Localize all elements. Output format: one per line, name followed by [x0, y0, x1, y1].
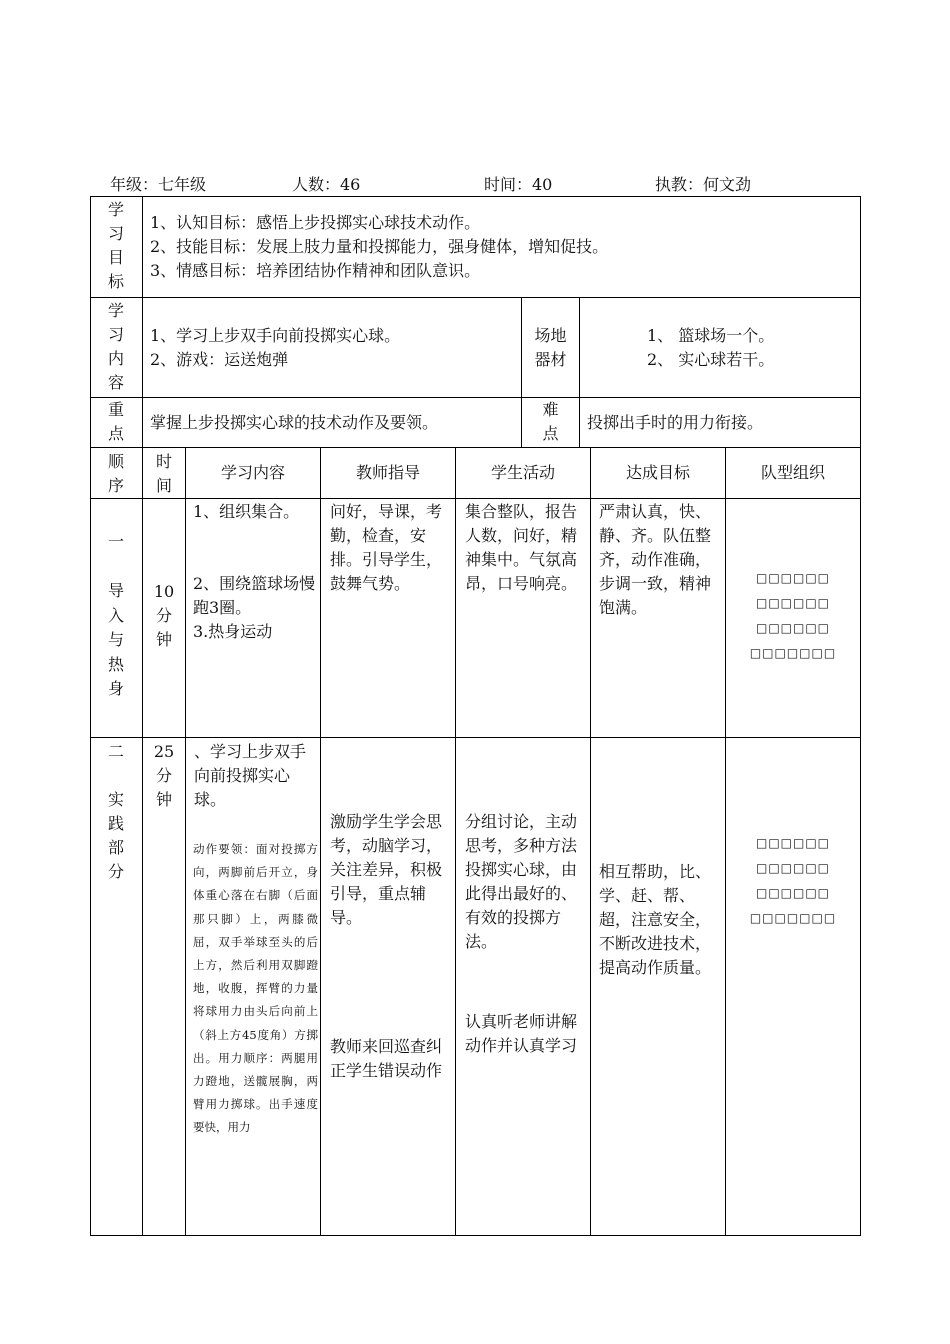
objective-item: 2、技能目标：发展上肢力量和投掷能力，强身健体，增知促技。 [150, 237, 609, 256]
content-item: 2、游戏：运送炮弹 [150, 350, 289, 369]
col-divider [579, 297, 580, 448]
row1-content-line: 3.热身运动 [193, 622, 273, 641]
row-divider [90, 447, 861, 448]
row1-order-text: 一 导 入 与 热 身 [107, 532, 124, 698]
formation-line: □□□□□□ [755, 571, 831, 585]
difficulty-label [522, 398, 579, 446]
objectives-list [150, 211, 850, 283]
formation-line: □□□□□□□ [749, 911, 837, 925]
content-list [150, 324, 515, 372]
row1-content [193, 500, 318, 644]
row2-content-detail: 动作要领：面对投掷方向，两脚前后开立，身体重心落在右脚（后面那只脚）上，两膝微屈，双手举球至头的后上方，然后利用双脚蹬地，收腹，挥臂的力量将球用力由头后向前上（斜上方45度角）方掷出。用力顺序：两腿用力蹬地，送髋展胸，两臂用力掷球。出手速度要快，用力 [193, 842, 318, 1135]
row1-content-line: 1、组织集合。 [193, 502, 300, 521]
row1-order [92, 530, 140, 702]
col-header-content: 学习内容 [220, 463, 285, 482]
lesson-header [110, 172, 870, 196]
key-label-text: 重 点 [107, 400, 124, 443]
key-text: 掌握上步投掷实心球的技术动作及要领。 [150, 413, 439, 432]
content-label [92, 299, 140, 395]
difficulty-label-text: 难 点 [542, 400, 559, 443]
objective-item: 1、认知目标：感悟上步投掷实心球技术动作。 [150, 213, 481, 232]
row2-order [92, 740, 140, 884]
objective-item: 3、情感目标：培养团结协作精神和团队意识。 [150, 261, 481, 280]
row2-time [143, 740, 185, 812]
venue-item: 2、 实心球若干。 [647, 350, 775, 369]
content-label-text: 学 习 内 容 [107, 301, 124, 392]
venue-label-text: 场地 器材 [534, 326, 567, 369]
difficulty-text: 投掷出手时的用力衔接。 [587, 413, 764, 432]
row2-student: 分组讨论，主动思考，多种方法投掷实心球，由此得出最好的、有效的投掷方法。 [465, 812, 578, 951]
row-divider [90, 397, 861, 398]
col-header-goal: 达成目标 [625, 463, 690, 482]
formation-line: □□□□□□ [755, 596, 831, 610]
objectives-label [92, 198, 140, 294]
col-divider [142, 196, 143, 448]
row2-student-2: 认真听老师讲解动作并认真学习 [465, 1012, 578, 1055]
formation-line: □□□□□□□ [749, 646, 837, 660]
table-border [90, 1235, 861, 1236]
row2-teacher-2: 教师来回巡查纠正学生错误动作 [330, 1037, 443, 1080]
row2-content-title: 、学习上步双手向前投掷实心球。 [194, 742, 307, 809]
row2-teacher: 激励学生学会思考，动脑学习，关注差异，积极引导，重点辅导。 [330, 812, 443, 927]
row2-order-text: 二 实 践 部 分 [107, 742, 124, 881]
table-border [860, 196, 861, 1236]
row1-formation [726, 566, 860, 666]
key-label [92, 398, 140, 446]
row1-time-text: 10 分 钟 [153, 582, 175, 649]
row1-content-line: 2、围绕篮球场慢跑3圈。 [193, 574, 316, 617]
col-header-formation: 队型组织 [760, 463, 825, 482]
row-divider [90, 498, 861, 499]
teacher-name: 执教：何文劲 [655, 175, 752, 194]
table-border [90, 196, 861, 197]
row1-time [143, 580, 185, 652]
col-divider [185, 447, 186, 1236]
row-divider [90, 737, 861, 738]
formation-line: □□□□□□ [755, 886, 831, 900]
row2-goal: 相互帮助，比、学、赶、帮、超，注意安全，不断改进技术，提高动作质量。 [599, 862, 712, 977]
col-header-order-text: 顺 序 [107, 452, 124, 495]
col-divider [142, 447, 143, 1236]
grade-label: 年级：七年级 [110, 175, 207, 194]
table-border [90, 196, 91, 1236]
col-header-time [143, 450, 185, 498]
objectives-label-text: 学 习 目 标 [107, 200, 124, 291]
venue-list [647, 324, 847, 372]
col-header-time-text: 时 间 [155, 452, 172, 495]
formation-line: □□□□□□ [755, 621, 831, 635]
row2-time-text: 25 分 钟 [153, 742, 175, 809]
venue-label [522, 324, 579, 372]
row1-teacher: 问好，导课，考勤，检查，安排。引导学生，鼓舞气势。 [330, 502, 443, 593]
spacer [193, 524, 318, 548]
student-count: 人数：46 [292, 175, 361, 194]
content-item: 1、学习上步双手向前投掷实心球。 [150, 326, 401, 345]
col-divider [455, 447, 456, 1236]
row-divider [90, 297, 861, 298]
formation-line: □□□□□□ [755, 836, 831, 850]
venue-item: 1、 篮球场一个。 [647, 326, 775, 345]
col-header-teacher: 教师指导 [355, 463, 420, 482]
row2-formation [726, 831, 860, 931]
spacer [193, 548, 318, 572]
formation-line: □□□□□□ [755, 861, 831, 875]
col-divider [590, 447, 591, 1236]
col-header-order [92, 450, 140, 498]
col-header-student: 学生活动 [490, 463, 555, 482]
row1-student: 集合整队，报告人数，问好，精神集中。气氛高昂，口号响亮。 [465, 502, 578, 593]
col-divider [320, 447, 321, 1236]
row1-goal: 严肃认真，快、静、齐。队伍整齐，动作准确，步调一致，精神饱满。 [599, 502, 712, 617]
lesson-time: 时间：40 [484, 175, 553, 194]
